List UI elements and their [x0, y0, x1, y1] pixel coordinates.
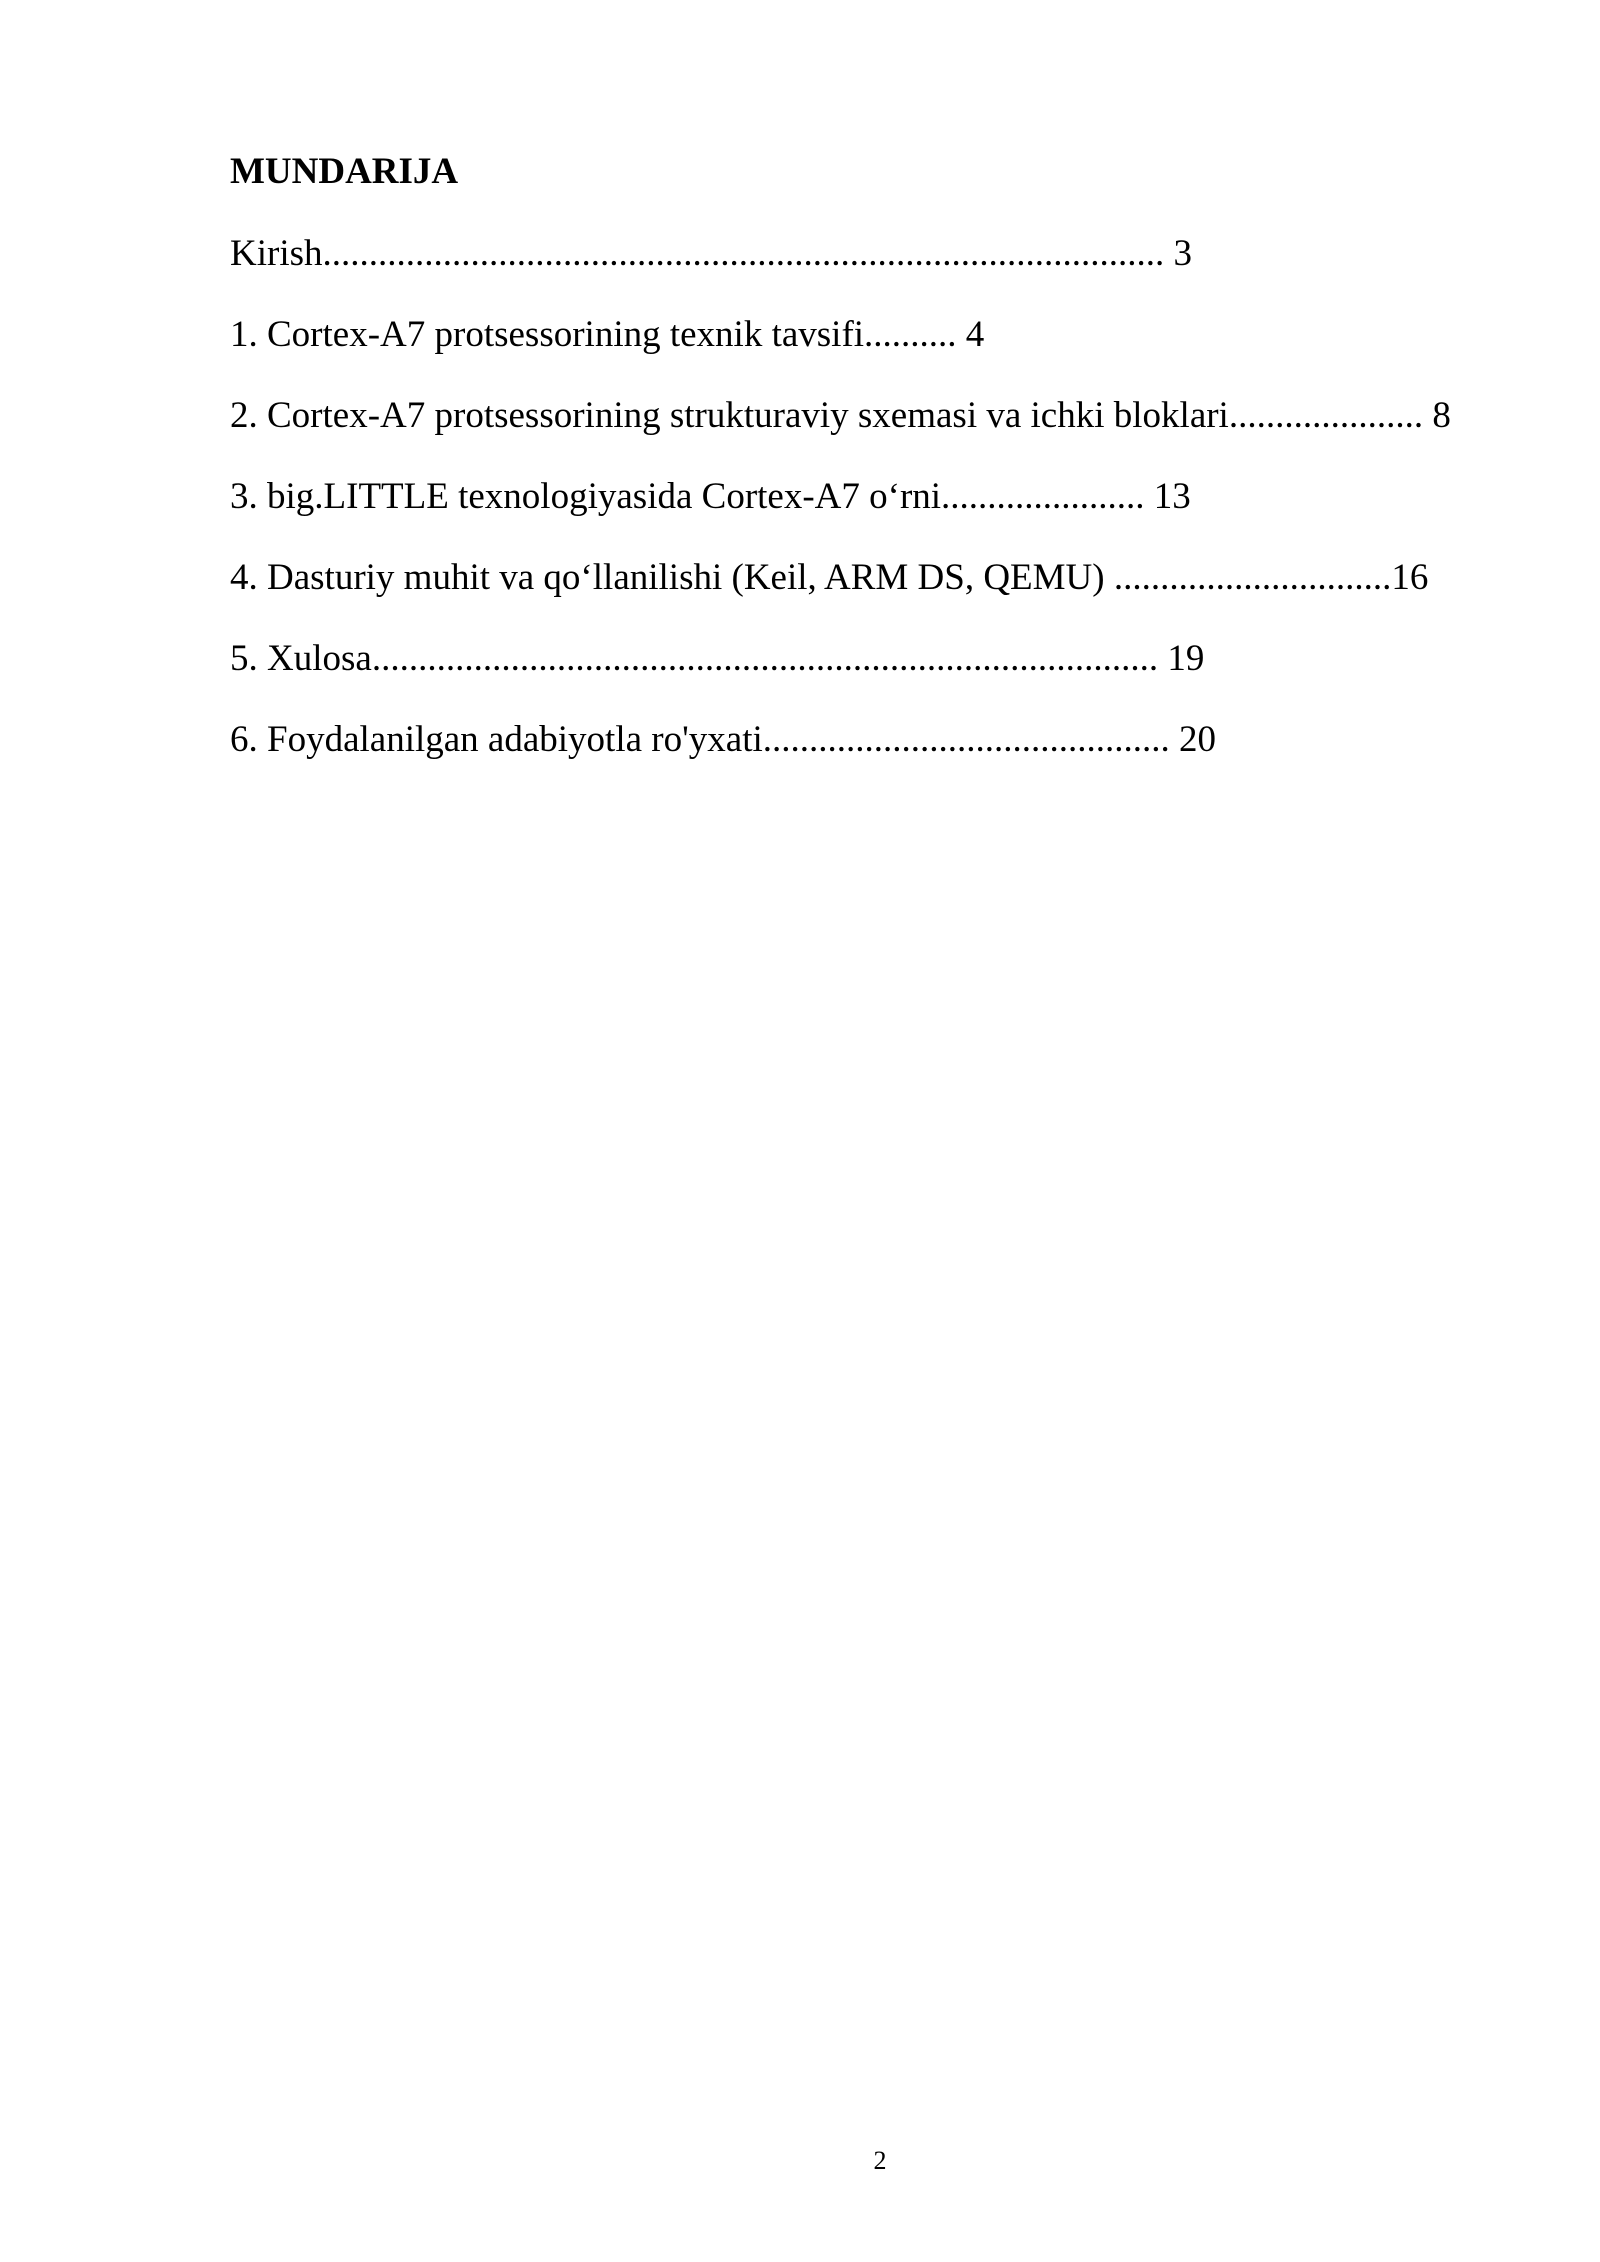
toc-entry-5: 5. Xulosa..................................................................................... 19: [230, 638, 1205, 679]
toc-entry-2: 2. Cortex-A7 protsessorining strukturaviy sxemasi va ichki bloklari..................... 8: [230, 395, 1451, 436]
toc-entry-1: 1. Cortex-A7 protsessorining texnik tavsifi.......... 4: [230, 314, 985, 355]
toc-entry-3: 3. big.LITTLE texnologiyasida Cortex-A7 o‘rni...................... 13: [230, 476, 1191, 517]
page-number: 2: [873, 2146, 887, 2175]
toc-entry-kirish: Kirish........................................................................................... 3: [230, 233, 1192, 274]
toc-entry-6: 6. Foydalanilgan adabiyotla ro'yxati............................................ 20: [230, 719, 1217, 760]
toc-entry-4: 4. Dasturiy muhit va qo‘llanilishi (Keil, ARM DS, QEMU) ..............................16: [230, 557, 1429, 598]
toc-heading: MUNDARIJA: [230, 151, 459, 192]
